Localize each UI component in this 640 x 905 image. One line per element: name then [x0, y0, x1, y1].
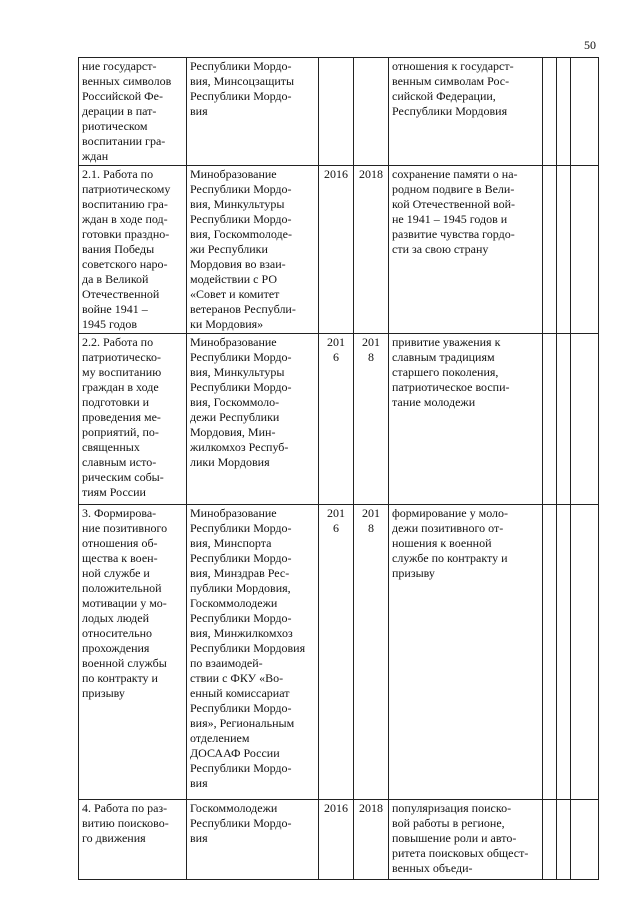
empty-cell	[543, 58, 557, 166]
table-row	[79, 334, 599, 505]
executor-cell: Госкоммолодежи Республики Мордо- вия	[187, 800, 319, 880]
result-cell: привитие уважения к славным традициям старшего поколения, патриотическое воспи- тание молодежи	[389, 334, 543, 505]
measure-name-cell: 3. Формирова- ние позитивного отношения об- щества к воен- ной службе и положительной мотивации у мо- лодых людей относительно прохождения военной службы по контракту и призыву	[79, 505, 187, 800]
page-number: 50	[584, 38, 596, 52]
measure-name-cell: 2.1. Работа по патриотическому воспитанию гра- ждан в ходе под- готовки праздно- вания Победы советского наро- да в Великой Отечественной войне 1941 – 1945 годов	[79, 166, 187, 334]
empty-cell	[543, 334, 557, 505]
empty-cell	[571, 166, 599, 334]
start-year-cell: 201 6	[319, 505, 354, 800]
measure-name-cell: ние государст- венных символов Российской Фе- дерации в пат- риотическом воспитании гра- ждан	[79, 58, 187, 166]
empty-cell	[571, 334, 599, 505]
result-cell: популяризация поиско- вой работы в регионе, повышение роли и авто- ритета поисковых общест- венных объеди-	[389, 800, 543, 880]
end-year-cell: 2018	[354, 800, 389, 880]
empty-cell	[557, 505, 571, 800]
measure-name-cell: 4. Работа по раз- витию поисково- го движения	[79, 800, 187, 880]
executor-cell: Минобразование Республики Мордо- вия, Минкультуры Республики Мордо- вия, Госкомmолоде- жи Республики Мордовия во взаи- модействии с РО «Совет и комитет ветеранов Республи- ки Мордовия»	[187, 166, 319, 334]
empty-cell	[557, 800, 571, 880]
empty-cell	[571, 505, 599, 800]
empty-cell	[543, 505, 557, 800]
empty-cell	[543, 166, 557, 334]
empty-cell	[557, 334, 571, 505]
result-cell: формирование у моло- дежи позитивного от- ношения к военной службе по контракту и призыву	[389, 505, 543, 800]
empty-cell	[571, 800, 599, 880]
end-year-cell	[354, 58, 389, 166]
start-year-cell: 2016	[319, 800, 354, 880]
measure-name-cell: 2.2. Работа по патриотическо- му воспитанию граждан в ходе подготовки и проведения ме- роприятий, по- священных славным исто- рическим собы- тиям России	[79, 334, 187, 505]
start-year-cell: 201 6	[319, 334, 354, 505]
table-row	[79, 800, 599, 880]
table-row	[79, 166, 599, 334]
empty-cell	[557, 58, 571, 166]
table-row	[79, 505, 599, 800]
result-cell: отношения к государст- венным символам Рос- сийской Федерации, Республики Мордовия	[389, 58, 543, 166]
result-cell: сохранение памяти о на- родном подвиге в Вели- кой Отечественной вой- не 1941 – 1945 годов и развитие чувства гордо- сти за свою страну	[389, 166, 543, 334]
end-year-cell: 201 8	[354, 334, 389, 505]
executor-cell: Минобразование Республики Мордо- вия, Минспорта Республики Мордо- вия, Минздрав Рес- публики Мордовия, Госкоммолодежи Республики Мордо- вия, Минжилкомхоз Республики Мордовия по взаимодей- ствии с ФКУ «Во- енный комиссариат Республики Мордо- вия», Региональным отделением ДОСААФ России Республики Мордо- вия	[187, 505, 319, 800]
start-year-cell	[319, 58, 354, 166]
plan-table	[78, 57, 599, 880]
empty-cell	[543, 800, 557, 880]
table-row	[79, 58, 599, 166]
empty-cell	[571, 58, 599, 166]
end-year-cell: 201 8	[354, 505, 389, 800]
executor-cell: Республики Мордо- вия, Минсоцзащиты Республики Мордо- вия	[187, 58, 319, 166]
end-year-cell: 2018	[354, 166, 389, 334]
start-year-cell: 2016	[319, 166, 354, 334]
empty-cell	[557, 166, 571, 334]
executor-cell: Минобразование Республики Мордо- вия, Минкультуры Республики Мордо- вия, Госкоммоло- дежи Республики Мордовия, Мин- жилкомхоз Респуб- лики Мордовия	[187, 334, 319, 505]
